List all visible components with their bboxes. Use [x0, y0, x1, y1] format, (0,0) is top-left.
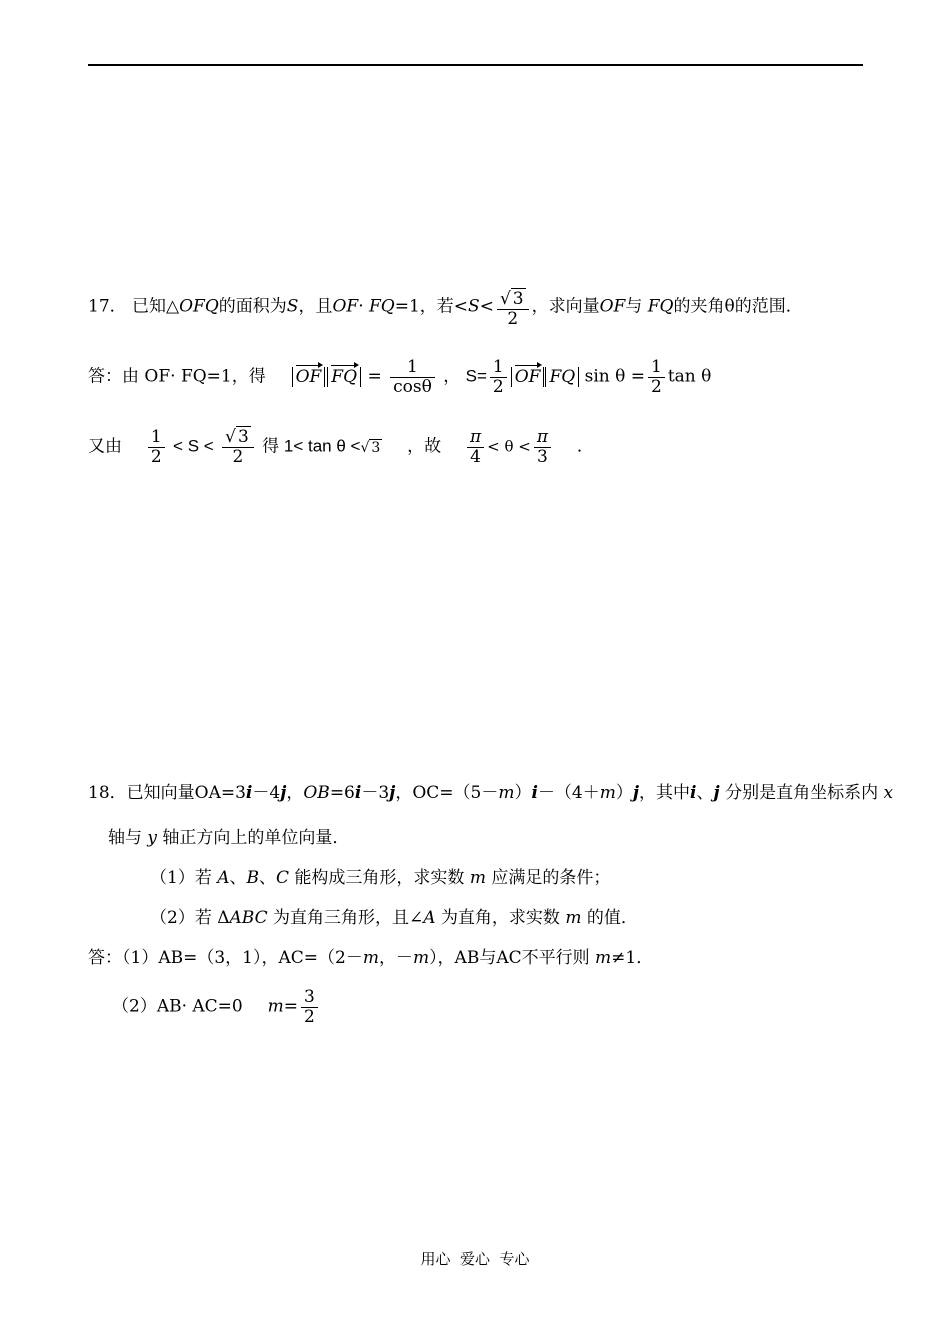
- sqrt3-over-2-b: $\frac{√ 3}{2}$: [222, 428, 254, 466]
- answer-17-line-2: 又由 $\frac{1}{2}$ < S < $\frac{√ 3}{2}$ 得 1< tan θ <√ 3 ，故 $\frac{\pi}{4}$ < θ < $\frac{\pi}{3}$ ．: [88, 427, 594, 467]
- pi-over-4: $\frac{\pi}{4}$: [467, 428, 484, 466]
- one-half: $\frac{1}{2}$: [490, 358, 507, 396]
- answer-label: 答：（1）AB=（3，1），AC=（2－: [88, 948, 363, 968]
- header-rule: [88, 64, 863, 66]
- vector-OF-norm: OF: [292, 367, 326, 387]
- question-18-part-1: （1）若 A、B、C 能构成三角形，求实数 m 应满足的条件；: [150, 868, 611, 888]
- question-17: 17． 已知△OFQ的面积为S，且OF· FQ=1，若<S< $\frac{√ 3}{2}$ ，求向量OF与 FQ的夹角θ的范围．: [88, 289, 803, 329]
- question-18-part-2: （2）若 ΔABC 为直角三角形，且∠A 为直角，求实数 m 的值．: [150, 908, 638, 928]
- three-halves: $\frac{3}{2}$: [301, 988, 318, 1026]
- question-18-line-1: 18．已知向量OA=3i－4j，OB=6i－3j，OC=（5－m）i－（4＋m）j，其中i、j 分别是直角坐标系内 x: [88, 783, 894, 803]
- answer-17-line-1: 答：由 OF· FQ=1，得 OF FQ = $\frac{1}{\cos\theta}$ ， S= $\frac{1}{2}$ OF FQ sin θ = $\frac{1}{2}$ tan θ: [88, 357, 712, 397]
- answer-18-line-1: 答：（1）AB=（3，1），AC=（2－m，－m），AB与AC不平行则 m≠1．: [88, 948, 654, 968]
- question-number: 17．: [88, 296, 127, 317]
- page-footer: 用心 爱心 专心: [420, 1250, 530, 1268]
- one-half-3: $\frac{1}{2}$: [148, 428, 165, 466]
- vector-FQ-norm: FQ: [327, 367, 361, 387]
- one-over-cos: $\frac{1}{\cos\theta}$: [390, 358, 435, 396]
- pi-over-3: $\frac{\pi}{3}$: [534, 428, 551, 466]
- answer-18-line-2: （2）AB· AC=0 m= $\frac{3}{2}$: [112, 988, 321, 1026]
- question-18-line-2: 轴与 y 轴正方向上的单位向量．: [108, 828, 350, 848]
- answer-label: 答：由 OF· FQ=1，得: [88, 366, 266, 387]
- vector-OF-norm-2: OF: [511, 367, 545, 387]
- one-half-2: $\frac{1}{2}$: [648, 358, 665, 396]
- sqrt3-over-2: $\frac{√ 3}{2}$: [497, 290, 529, 328]
- FQ-norm: FQ: [545, 367, 579, 387]
- question-number: 18．: [88, 783, 127, 803]
